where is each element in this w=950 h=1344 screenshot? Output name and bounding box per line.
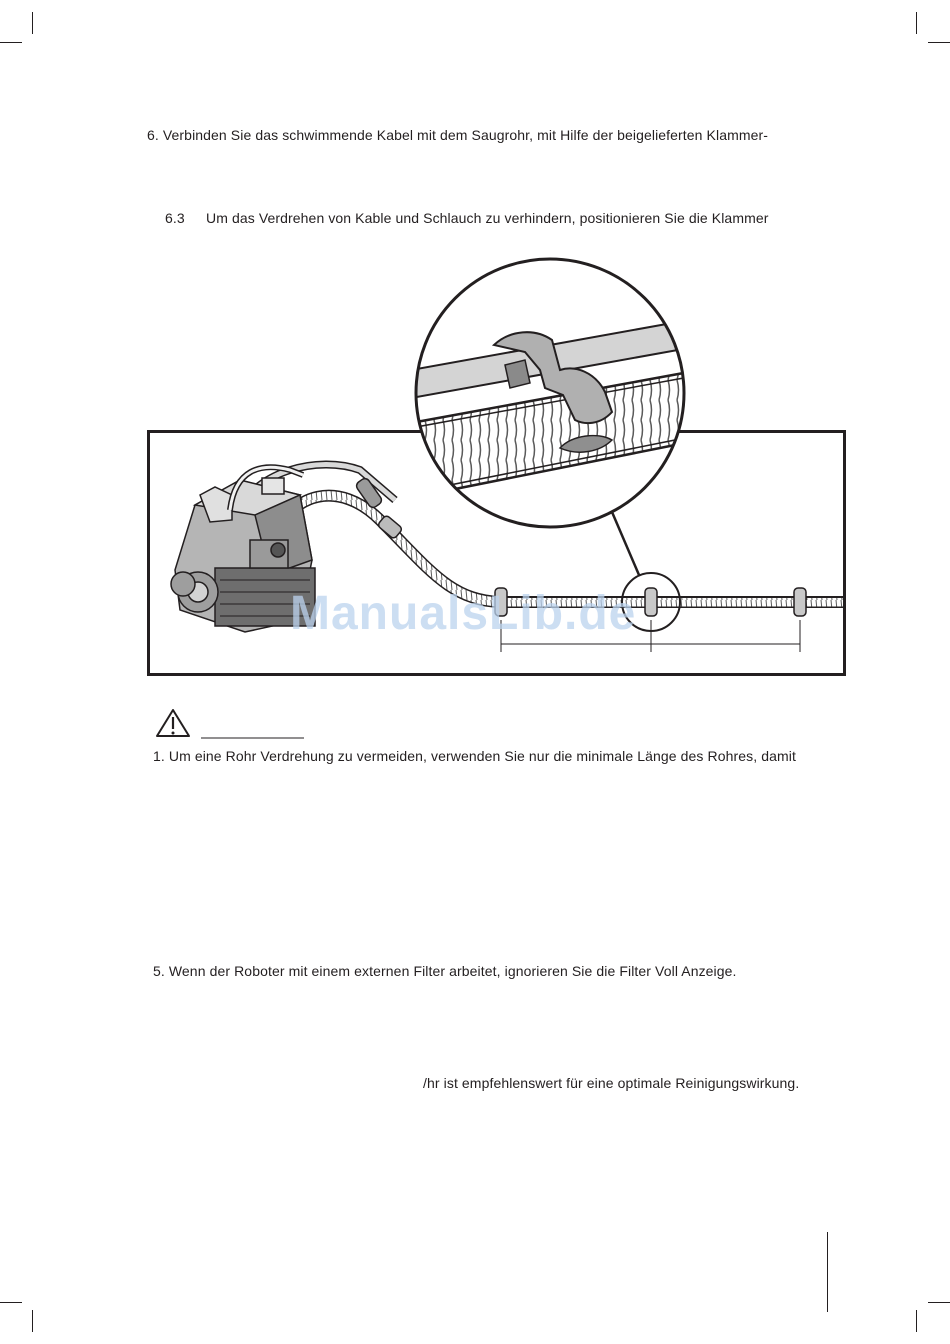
warning-icon (157, 710, 189, 736)
step-6-3-text: Um das Verdrehen von Kable und Schlauch zu verhindern, positionieren Sie die Klammer (206, 210, 769, 226)
crop-mark (0, 1302, 22, 1303)
step-6-3-number: 6.3 (165, 210, 185, 226)
step-6-text: 6. Verbinden Sie das schwimmende Kabel mit dem Saugrohr, mit Hilfe der beigelieferten Klammer- (147, 127, 769, 143)
page-edge-rule (827, 1232, 828, 1312)
crop-mark (916, 1310, 917, 1332)
watermark: ManualsLib.de (290, 587, 637, 640)
hose-clip (645, 588, 657, 616)
note-1-text: 1. Um eine Rohr Verdrehung zu vermeiden, verwenden Sie nur die minimale Länge des Rohres, damit (153, 748, 796, 764)
hose-clip (794, 588, 806, 616)
crop-mark (928, 1302, 950, 1303)
flow-rate-fragment: /hr ist empfehlenswert für eine optimale Reinigungswirkung. (423, 1075, 800, 1091)
crop-mark (32, 1310, 33, 1332)
note-5-text: 5. Wenn der Roboter mit einem externen Filter arbeitet, ignorieren Sie die Filter Voll Anzeige. (153, 963, 737, 979)
